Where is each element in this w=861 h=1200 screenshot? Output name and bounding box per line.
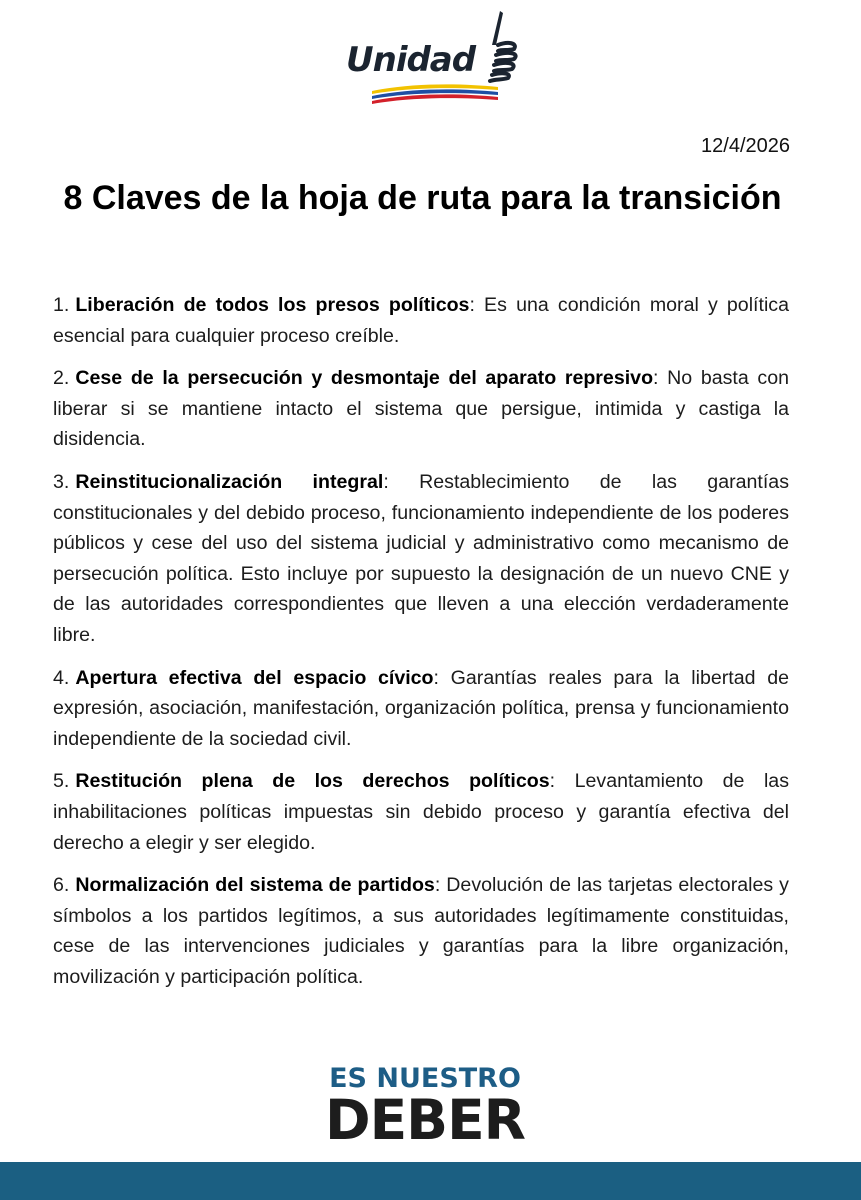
slogan: [320, 1063, 530, 1152]
slogan-line-1: ES NUESTRO: [329, 1063, 521, 1094]
item-heading: Restitución plena de los derechos políticos: [75, 770, 550, 793]
item-body: : No basta con liberar si se mantiene intacto el sistema que persigue, intimida y castiga la disidencia.: [53, 367, 789, 451]
flag-stripes-graphic: [370, 81, 500, 107]
item-heading: Apertura efectiva del espacio cívico: [75, 666, 434, 689]
item-heading: Cese de la persecución y desmontaje del aparato represivo: [75, 367, 654, 390]
list-item: [53, 766, 789, 858]
list-item: [53, 363, 789, 455]
footer-bar: [0, 1162, 861, 1200]
slogan-line-2: DEBER: [324, 1088, 526, 1152]
item-number: 1.: [53, 294, 70, 316]
document-title: 8 Claves de la hoja de ruta para la transición: [63, 179, 782, 217]
item-body: : Devolución de las tarjetas electorales y símbolos a los partidos legítimos, a sus autoridades legítimamente constituidas, cese de las intervenciones judiciales y garantías para la libre organización, movilización y participación política.: [53, 874, 789, 988]
item-body: : Garantías reales para la libertad de expresión, asociación, manifestación, organización política, prensa y funcionamiento independiente de la sociedad civil.: [53, 666, 789, 750]
list-item: [53, 290, 789, 351]
hand-icon: [478, 5, 526, 85]
unidad-logo: [340, 5, 530, 105]
item-number: 4.: [53, 666, 70, 689]
item-body: : Levantamiento de las inhabilitaciones políticas impuestas sin debido proceso y garantía efectiva del derecho a elegir y ser elegido.: [53, 770, 790, 854]
document-date: 12/4/2026: [701, 135, 790, 157]
list-item: [53, 870, 789, 992]
item-number: 5.: [53, 770, 70, 793]
item-number: 2.: [53, 367, 70, 390]
item-heading: Liberación de todos los presos políticos: [75, 294, 470, 316]
item-number: 3.: [53, 470, 70, 493]
list-item: [53, 467, 789, 651]
logo-wordmark: Unidad: [346, 40, 476, 80]
item-body: : Es una condición moral y política esencial para cualquier proceso creíble.: [53, 294, 789, 347]
item-body: : Restablecimiento de las garantías constitucionales y del debido proceso, funcionamiento independiente de los poderes públicos y cese del uso del sistema judicial y administrativo como mecanismo de persecución política. Esto incluye por supuesto la designación de un nuevo CNE y de las autoridades correspondientes que lleven a una elección verdaderamente libre.: [53, 470, 789, 646]
item-heading: Reinstitucionalización integral: [75, 470, 384, 493]
list-item: [53, 663, 789, 755]
roadmap-list: [53, 290, 789, 1004]
item-number: 6.: [53, 874, 70, 897]
item-heading: Normalización del sistema de partidos: [75, 874, 435, 897]
